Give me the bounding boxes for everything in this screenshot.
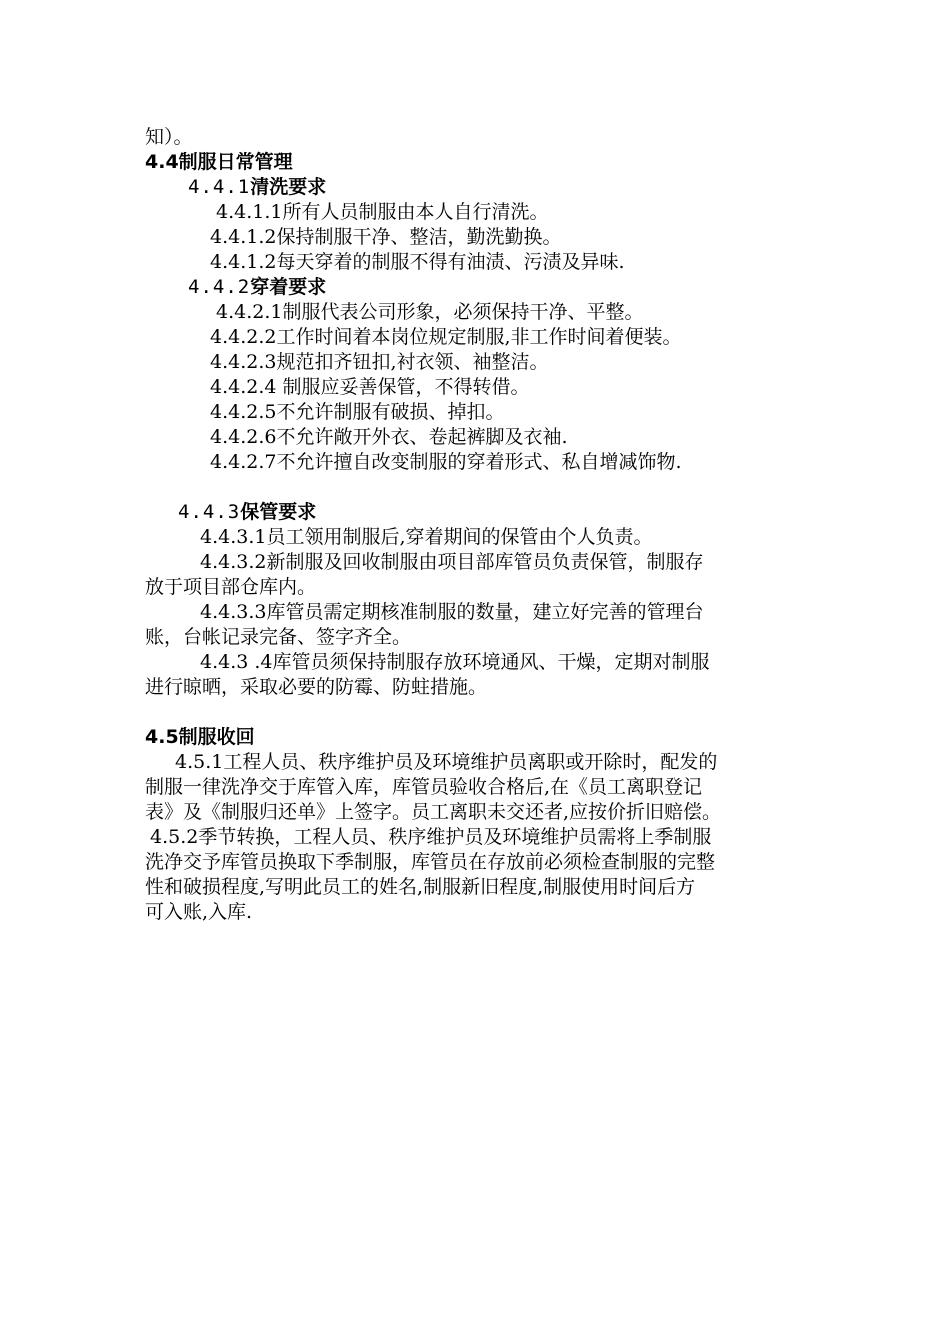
clause-4-5-1-line1: 4.5.1工程人员、秩序维护员及环境维护员离职或开除时，配发的 [175, 751, 718, 773]
clause-4-4-3-4-line1: 4.4.3 .4库管员须保持制服存放环境通风、干燥，定期对制服 [200, 651, 710, 673]
clause-4-4-2-3: 4.4.2.3规范扣齐钮扣,衬衣领、袖整洁。 [210, 351, 549, 373]
clause-4-4-2-2: 4.4.2.2工作时间着本岗位规定制服,非工作时间着便装。 [210, 326, 682, 348]
heading-number: 4.4.2 [188, 276, 251, 298]
clause-4-4-1-2a: 4.4.1.2保持制服干净、整洁，勤洗勤换。 [210, 226, 562, 248]
clause-4-4-3-2-line1: 4.4.3.2新制服及回收制服由项目部库管员负责保管，制服存 [200, 551, 704, 573]
heading-number: 4.4.3 [178, 501, 241, 523]
clause-4-4-2-5: 4.4.2.5不允许制服有破损、掉扣。 [210, 401, 505, 423]
clause-4-5-2-line1: 4.5.2季节转换，工程人员、秩序维护员及环境维护员需将上季制服 [150, 826, 712, 848]
clause-4-4-3-2-line2: 放于项目部仓库内。 [145, 576, 317, 598]
clause-4-4-2-1: 4.4.2.1制服代表公司形象，必须保持干净、平整。 [216, 301, 644, 323]
heading-title: 保管要求 [240, 501, 317, 523]
section-heading-4-4: 4.4制服日常管理 [145, 151, 293, 173]
clause-4-4-3-3-line2: 账，台帐记录完备、签字齐全。 [145, 626, 412, 648]
clause-4-4-2-6: 4.4.2.6不允许敞开外衣、卷起裤脚及衣袖. [210, 426, 568, 448]
clause-4-4-1-2b: 4.4.1.2每天穿着的制服不得有油渍、污渍及异味. [210, 251, 625, 273]
clause-4-4-3-4-line2: 进行晾晒，采取必要的防霉、防蛀措施。 [145, 676, 488, 698]
subsection-heading-4-4-3 [178, 500, 316, 525]
clause-4-5-1-line3: 表》及《制服归还单》上签字。员工离职未交还者,应按价折旧赔偿。 [145, 801, 722, 823]
clause-4-4-3-1: 4.4.3.1员工领用制服后,穿着期间的保管由个人负责。 [200, 526, 653, 548]
clause-4-4-1-1: 4.4.1.1所有人员制服由本人自行清洗。 [216, 201, 549, 223]
heading-title: 穿着要求 [250, 276, 327, 298]
clause-4-5-2-line4: 可入账,入库. [145, 901, 253, 923]
subsection-heading-4-4-2 [188, 275, 326, 300]
heading-title: 清洗要求 [250, 176, 327, 198]
clause-4-4-2-7: 4.4.2.7不允许擅自改变制服的穿着形式、私自增减饰物. [210, 451, 682, 473]
clause-4-4-3-3-line1: 4.4.3.3库管员需定期核准制服的数量，建立好完善的管理台 [200, 601, 704, 623]
clause-4-4-2-4: 4.4.2.4 制服应妥善保管，不得转借。 [210, 376, 530, 398]
section-heading-4-5: 4.5制服收回 [145, 726, 255, 748]
clause-4-5-1-line2: 制服一律洗净交于库管入库，库管员验收合格后,在《员工离职登记 [145, 776, 703, 798]
clause-4-5-2-line2: 洗净交予库管员换取下季制服，库管员在存放前必须检查制服的完整 [145, 851, 716, 873]
continuation-text: 知）。 [145, 126, 193, 148]
clause-4-5-2-line3: 性和破损程度,写明此员工的姓名,制服新旧程度,制服使用时间后方 [145, 876, 696, 898]
heading-number: 4.4.1 [188, 176, 251, 198]
subsection-heading-4-4-1 [188, 175, 326, 200]
